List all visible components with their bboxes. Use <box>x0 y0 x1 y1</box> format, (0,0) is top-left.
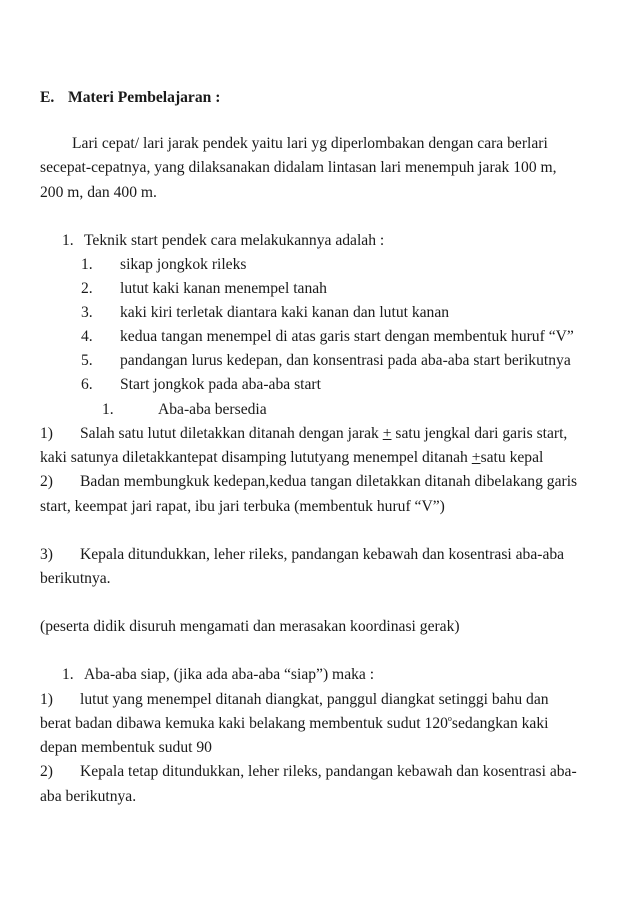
list-item-number: 3. <box>81 304 93 321</box>
list-item-number: 6. <box>81 376 93 393</box>
list-item-text: lutut kaki kanan menempel tanah <box>120 280 327 297</box>
siap-p1-line-3: depan membentuk sudut 90 <box>40 739 212 756</box>
list-item-text: sikap jongkok rileks <box>120 256 247 273</box>
siap-p2-number: 2) <box>40 763 53 780</box>
bersedia-p1-line-1 <box>80 424 567 444</box>
section-letter: E. <box>40 89 55 106</box>
intro-line-2: secepat-cepatnya, yang dilaksanakan didalam lintasan lari menempuh jarak 100 m, <box>40 159 557 176</box>
intro-line-3: 200 m, dan 400 m. <box>40 184 157 201</box>
siap-p1-number: 1) <box>40 691 53 708</box>
bersedia-p2-number: 2) <box>40 473 53 490</box>
teknik-title: Teknik start pendek cara melakukannya adalah : <box>84 232 385 249</box>
siap-p2-line-2: aba berikutnya. <box>40 788 137 805</box>
siap-p1-line-2 <box>40 714 548 734</box>
list-item-number: 1. <box>81 256 93 273</box>
plus-minus-sign: + <box>382 425 392 442</box>
bersedia-title: Aba-aba bersedia <box>158 401 267 418</box>
siap-number: 1. <box>62 666 74 683</box>
degree-symbol: o <box>447 714 452 723</box>
intro-line-1: Lari cepat/ lari jarak pendek yaitu lari yg diperlombakan dengan cara berlari <box>72 135 548 152</box>
list-item-text: kedua tangan menempel di atas garis start dengan membentuk huruf “V” <box>120 328 574 345</box>
bersedia-p2-line-1: Badan membungkuk kedepan,kedua tangan diletakkan ditanah dibelakang garis <box>80 473 578 490</box>
bersedia-p3-line-2: berikutnya. <box>40 570 111 587</box>
siap-p1-line-1: lutut yang menempel ditanah diangkat, panggul diangkat setinggi bahu dan <box>80 691 549 708</box>
bersedia-p3-number: 3) <box>40 546 53 563</box>
siap-title: Aba-aba siap, (jika ada aba-aba “siap”) maka : <box>84 666 375 683</box>
list-item-number: 2. <box>81 280 93 297</box>
plus-minus-sign: + <box>471 449 481 466</box>
siap-p2-line-1: Kepala tetap ditundukkan, leher rileks, pandangan kebawah dan kosentrasi aba- <box>80 763 577 780</box>
observation-note: (peserta didik disuruh mengamati dan merasakan koordinasi gerak) <box>40 618 460 635</box>
section-title: Materi Pembelajaran : <box>68 89 221 106</box>
bersedia-number: 1. <box>102 401 114 418</box>
teknik-number: 1. <box>62 232 74 249</box>
text: berat badan dibawa kemuka kaki belakang membentuk sudut 120 <box>40 715 448 732</box>
bersedia-p3-line-1: Kepala ditundukkan, leher rileks, pandangan kebawah dan kosentrasi aba-aba <box>80 546 565 563</box>
list-item-text: Start jongkok pada aba-aba start <box>120 376 321 393</box>
list-item-text: kaki kiri terletak diantara kaki kanan dan lutut kanan <box>120 304 450 321</box>
list-item-number: 4. <box>81 328 93 345</box>
text: Salah satu lutut diletakkan ditanah dengan jarak <box>80 425 379 442</box>
text: kaki satunya diletakkantepat disamping lututyang menempel ditanah <box>40 449 468 466</box>
bersedia-p1-number: 1) <box>40 425 53 442</box>
bersedia-p2-line-2: start, keempat jari rapat, ibu jari terbuka (membentuk huruf “V”) <box>40 498 445 515</box>
list-item-number: 5. <box>81 352 93 369</box>
list-item-text: pandangan lurus kedepan, dan konsentrasi pada aba-aba start berikutnya <box>120 352 571 369</box>
text: satu jengkal dari garis start, <box>395 425 568 442</box>
bersedia-p1-line-2 <box>40 448 543 468</box>
text: sedangkan kaki <box>451 715 549 732</box>
text: satu kepal <box>480 449 544 466</box>
